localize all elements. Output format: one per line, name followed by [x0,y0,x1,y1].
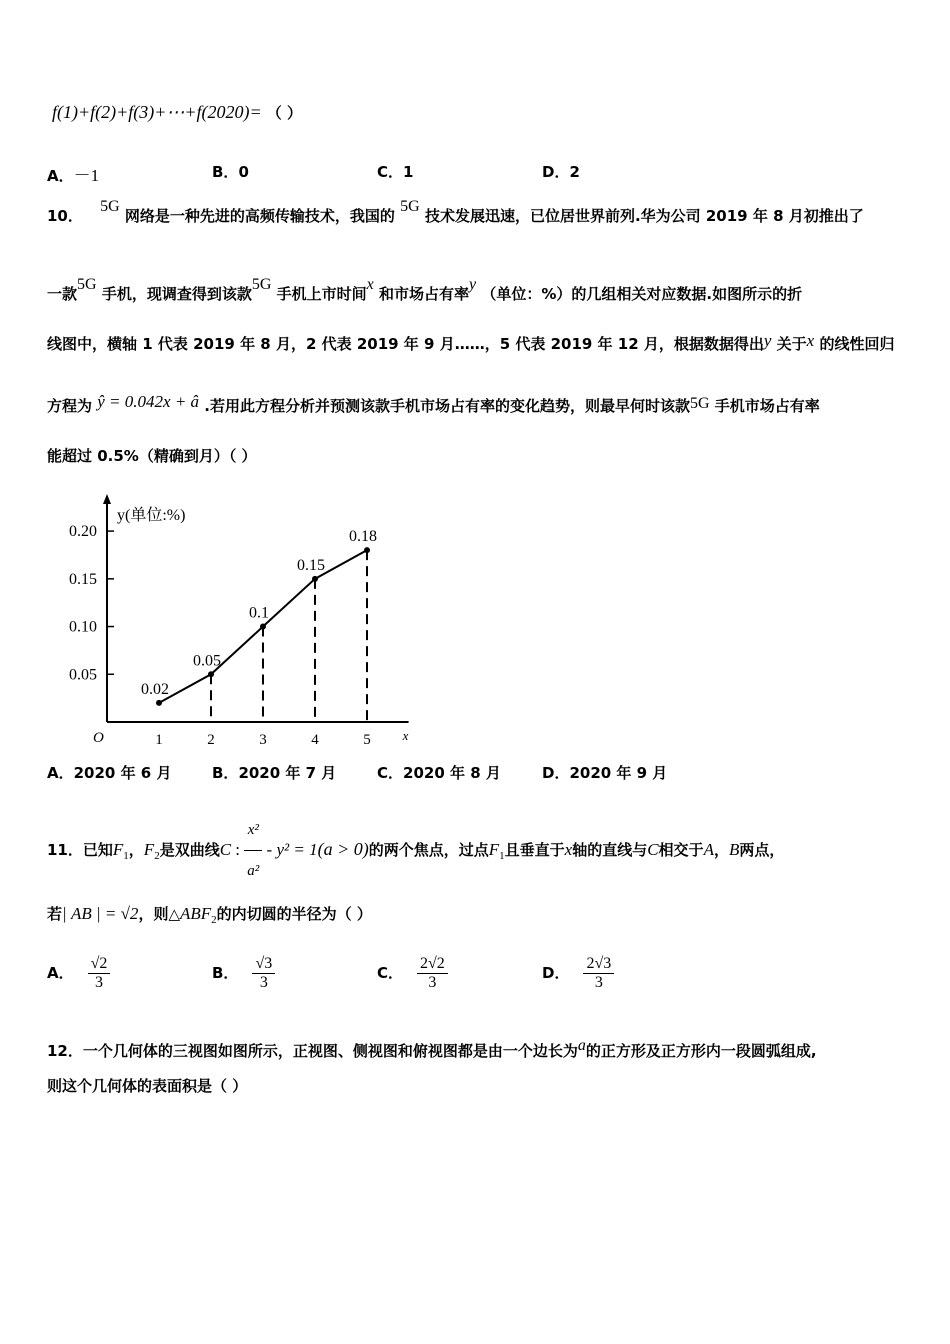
q10-regression-equation: ŷ = 0.042x + â [97,392,200,411]
q10-option-b[interactable]: B．2020 年 7 月 [212,764,337,782]
data-point [312,576,318,582]
q12-line-1: 12．一个几何体的三视图如图所示，正视图、侧视图和俯视图都是由一个边长为a的正方形及正方形内一段圆弧组成, [47,1037,817,1060]
q10-option-a[interactable]: A．2020 年 6 月 [47,764,172,782]
data-point [208,671,214,677]
line-chart [55,490,435,755]
q10-line-4: 方程为 ŷ = 0.042x + â .若用此方程分析并预测该款手机市场占有率的变化趋势，则最早何时该款5G 手机市场占有率 [47,392,820,415]
q10-line-3: 线图中，横轴 1 代表 2019 年 8 月，2 代表 2019 年 9 月……，5 代表 2019 年 12 月，根据数据得出y 关于x 的线性回归 [47,331,895,353]
q10-line-2: 一款5G 手机，现调查得到该款5G 手机上市时间x 和市场占有率y （单位：%）的几组相关对应数据.如图所示的折 [47,276,803,303]
data-label: 0.18 [349,528,377,546]
data-label: 0.05 [193,652,221,670]
data-point [260,624,266,630]
y-tick-label: 0.05 [69,666,97,684]
x-tick-label: 3 [259,732,267,748]
data-label: 0.02 [141,680,169,698]
q10-option-c[interactable]: C．2020 年 8 月 [377,764,501,782]
q10-line-1: 10． 5G 网络是一种先进的高频传输技术，我国的 5G 技术发展迅速，已位居世界前列.华为公司 2019 年 8 月初推出了 [47,198,864,225]
q9-option-b[interactable]: B．0 [212,163,249,181]
q10-var-x: x [806,331,815,350]
q9-option-c[interactable]: C．1 [377,163,414,181]
q10-5g: 5G [400,198,420,215]
q9-option-a[interactable]: A．－1 [47,166,100,185]
x-tick-label: 4 [311,732,319,748]
q10-var-y: y [763,331,772,350]
q10-5g: 5G [251,276,272,293]
y-tick-label: 0.20 [69,523,97,541]
q12-number: 12． [47,1042,83,1060]
y-axis-arrow [103,494,111,504]
data-point [364,547,370,553]
q10-var-y: y [469,276,477,293]
q10-5g: 5G [100,198,120,215]
q12-line-2: 则这个几何体的表面积是（ ） [47,1077,248,1095]
y-tick-label: 0.10 [69,618,97,636]
q11-option-b[interactable]: B． $\frac{√3}{3}$ [212,955,275,992]
q11-ab-length: | AB | = √2 [62,904,139,923]
x-tick-label: 5 [363,732,371,748]
q11-line-1: 11．已知$F_1$，$F_2$是双曲线C : $\frac{\text{x²}}{\text{a²}}$ - y² = 1(a > 0)的两个焦点，过点$F_1$且垂直于x轴的直线与C相交于A，B两点， [47,810,784,891]
q9-sum-expr: f(1)+f(2)+f(3)+⋯+f(2020)= [52,102,262,122]
q10-number: 10． [47,207,83,225]
q11-option-d[interactable]: D． $\frac{2√3}{3}$ [542,955,614,992]
q10-option-d[interactable]: D．2020 年 9 月 [542,764,668,782]
y-axis-label: y(单位:%) [117,507,186,524]
x-tick-label: 1 [155,732,163,748]
q11-line-2: 若| AB | = √2，则$\triangle ABF_2$的内切圆的半径为（ ） [47,904,372,926]
q11-number: 11． [47,841,83,859]
x-axis-label: x [402,728,409,743]
q10-5g: 5G [77,276,97,293]
q11-hyperbola-c: C [219,840,232,859]
q9-expression [52,102,302,123]
q9-answer-paren: （ ） [266,104,303,122]
q10-5g: 5G [689,395,710,412]
q9-option-d[interactable]: D．2 [542,163,580,181]
q11-option-a[interactable]: A． $\frac{√2}{3}$ [47,955,110,992]
q11-option-c[interactable]: C． $\frac{2√2}{3}$ [377,955,448,992]
data-point [156,700,162,706]
origin-label: O [93,730,104,746]
x-tick-label: 2 [207,732,215,748]
q10-var-x: x [366,276,374,293]
q10-line-5: 能超过 0.5%（精确到月）（ ） [47,447,257,465]
data-label: 0.1 [249,604,269,622]
data-label: 0.15 [297,556,325,574]
q11-fraction: $\frac{\text{x²}}{\text{a²}}$ [244,810,262,891]
y-tick-label: 0.15 [69,570,97,588]
